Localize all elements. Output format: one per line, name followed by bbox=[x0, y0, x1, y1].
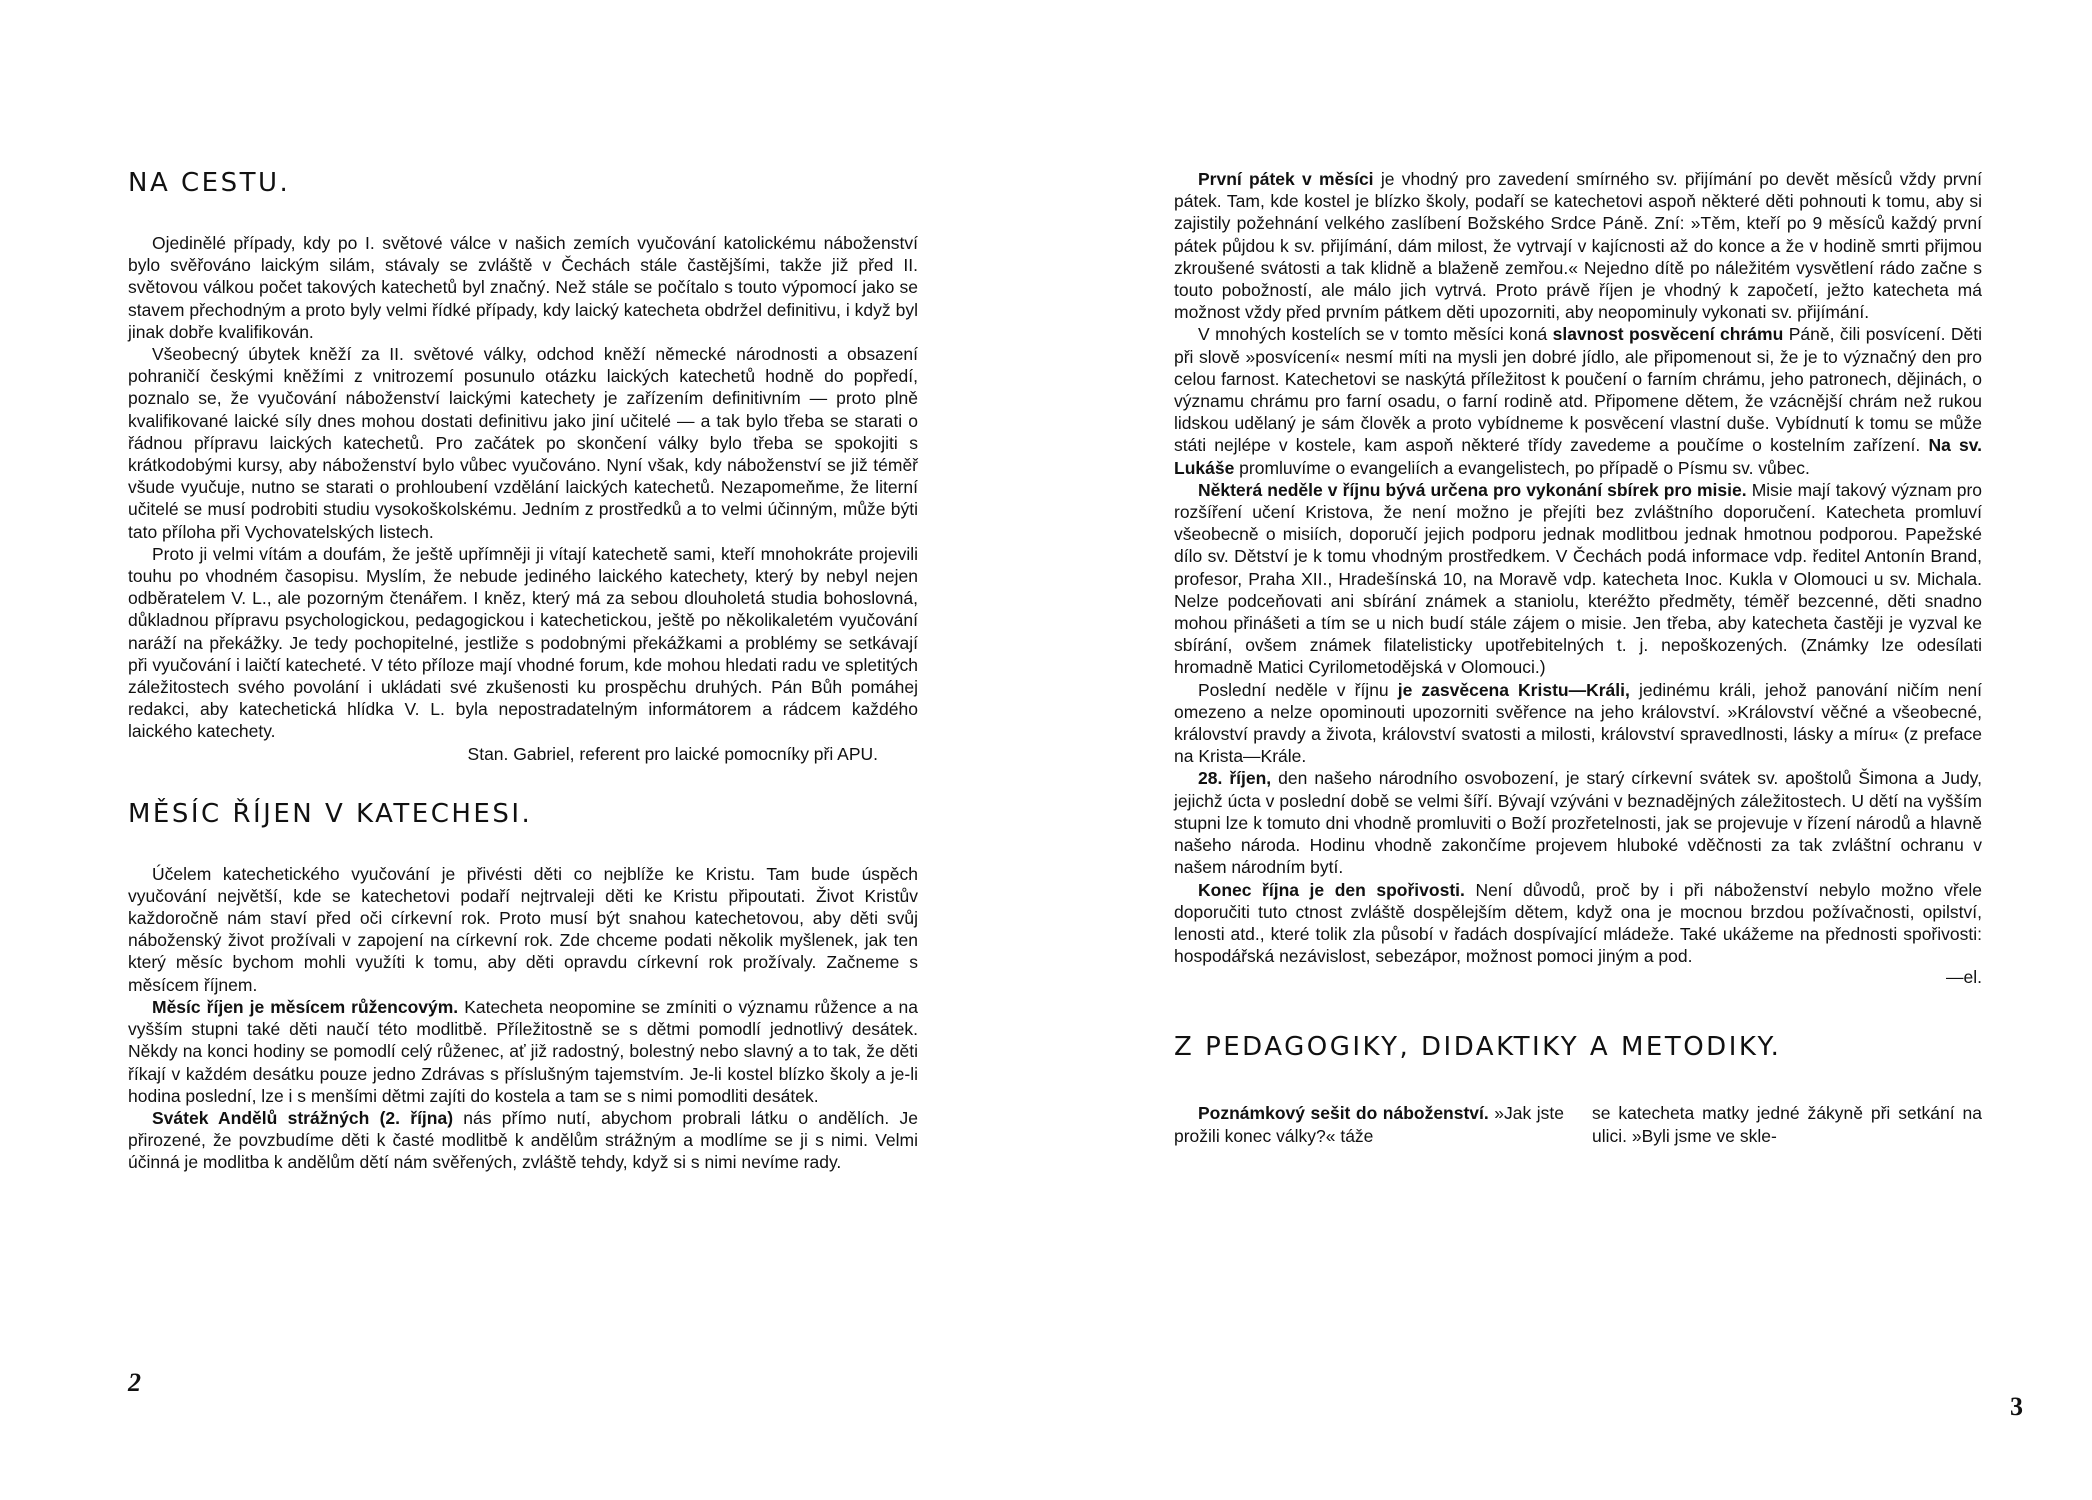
paragraph bbox=[1174, 168, 1982, 323]
right-column bbox=[1174, 168, 1982, 1147]
paragraph bbox=[1174, 679, 1982, 768]
bold-run: Poznámkový sešit do náboženství. bbox=[1198, 1103, 1489, 1124]
paragraph: Ojedinělé případy, kdy po I. světové válce v našich zemích vyučování katolickému náboženství bylo svěřováno laickým silám, stávaly se zvláště v Čechách stále častějšími, takže již před II. světovou válkou počet takových katechetů byl značný. Než stále se počítalo s touto výpomocí jako se stavem přechodným a proto byly velmi řídké případy, kdy laický katecheta obdržel definitivu, i když byl jinak dobře kvalifikován. bbox=[128, 233, 918, 342]
paragraph: Proto ji velmi vítám a doufám, že ještě upřímněji ji vítají katechetě sami, kteří mnohokráte projevili touhu po vhodném časopisu. Myslím, že nebude jediného laického katechety, který by nebyl nejen odběratelem V. L., ale pozorným čtenářem. I kněz, který má za sebou dlouholetá studia bohoslovná, důkladnou přípravu psychologickou, pedagogickou i katechetickou, ještě po několikaletém vyučování naráží na překážky. Je tedy pochopitelné, jestliže s podobnými překážkami a problémy se setkávají při vyučování i laičtí katecheté. V této příloze mají vhodné forum, kde mohou hledati radu ve spletitých záležitostech svého povolání i ukládati své zkušenosti ku prospěchu druhých. Pán Bůh pomáhej redakci, aby katechetická hlídka V. L. byla nepostradatelným informátorem a rádcem každého laického katechety. bbox=[128, 543, 918, 742]
bold-run: je zasvěcena Kristu—Králi, bbox=[1397, 679, 1630, 700]
section-title-z-pedagogiky: Z PEDAGOGIKY, DIDAKTIKY A METODIKY. bbox=[1174, 1032, 1782, 1063]
paragraph bbox=[128, 1107, 918, 1174]
section-title-na-cestu: NA CESTU. bbox=[128, 168, 291, 198]
page-number: 3 bbox=[2010, 1392, 2023, 1421]
text-run: jedinému králi, jehož panování ničím není omezeno a nelze opominouti upozorniti svěřence na jeho království. »Království věčné a všeobecné, království pravdy a života, království svatosti a milosti, království spravedlnosti, lásky a míru« (z preface na Krista—Krále. bbox=[1174, 679, 1982, 767]
column-a bbox=[1174, 1102, 1564, 1146]
section-title-mesic-rijen: MĚSÍC ŘÍJEN V KATECHESI. bbox=[128, 798, 533, 829]
text-run: Katecheta neopomine se zmíniti o významu růžence a na vyšším stupni také děti naučí této modlitbě. Příležitostně se s dětmi pomodlí jednotlivý desátek. Někdy na konci hodiny se pomodlí celý růženec, ať již radostný, bolestný nebo slavný a to tak, že děti říkají v každém desátku pouze jedno Zdrávas s příslušným tajemstvím. Je-li kostel blízko školy a je-li hodina poslední, lze i s menšími dětmi zajíti do kostela a tam se s nimi pomodliti desátek. bbox=[128, 996, 918, 1106]
text-run: Poslední neděle v říjnu bbox=[1198, 679, 1398, 700]
text-run: Není důvodů, proč by i při náboženství nebylo možno vřele doporučiti tuto ctnost zvláště dospělejším dětem, když ona je mocnou brzdou požívačnosti, opilství, lenosti atd., které tolik zla působí v řadách dospívající mládeže. Také ukážeme na přednosti spořivosti: hospodářská nezávislost, sebezápor, možnost pomoci jiným a pod. bbox=[1174, 879, 1982, 967]
two-column-start bbox=[1174, 1102, 1982, 1146]
signature: Stan. Gabriel, referent pro laické pomocníky při APU. bbox=[467, 743, 878, 764]
text-run: je vhodný pro zavedení smírného sv. přijímání po devět měsíců vždy první pátek. Tam, kde kostel je blízko školy, podaří se katechetovi aspoň některé děti pohnouti k tomu, aby si zajistily požehnání velkého zaslíbení Božského Srdce Páně. Zní: »Těm, kteří po 9 měsíců každý první pátek půjdou k sv. přijímání, dám milost, že vytrvají v kajícnosti až do konce a že v hodině smrti přijmou zkroušené svátosti a tak klidně a blaženě zemřou.« Nejedno dítě po náležitém vysvětlení rádo začne s touto pobožností, ale málo jich vytrvá. Proto právě říjen je vhodný k započetí, ježto katecheta má možnost vždy před prvním pátkem děti upozorniti, aby neopominuly vykonati sv. přijímání. bbox=[1174, 169, 1982, 323]
text-run: Páně, čili posvícení. Děti při slově »posvícení« nesmí míti na mysli jen dobré jídlo, ale připomenout si, že je to význačný den pro celou farnost. Katechetovi se naskýtá příležitost k poučení o farním chrámu, jeho patronech, dějinách, o významu chrámu pro farní osadu, o farní rodině atd. Připomene dětem, že vzácnější chrám než rukou lidskou udělaný je sám člověk a proto vybídneme k posvěcení vlastní duše. Vybídnutí k tomu se může státi nejlépe v kostele, kam aspoň některé třídy zavedeme a poučíme o kostelním zařízení. bbox=[1174, 324, 1982, 456]
paragraph bbox=[1174, 767, 1982, 878]
bold-run: Svátek Andělů strážných (2. října) bbox=[152, 1107, 454, 1128]
bold-run: 28. říjen, bbox=[1198, 768, 1272, 789]
page-number: 2 bbox=[128, 1368, 141, 1397]
author-initials: —el. bbox=[1946, 967, 1982, 988]
paragraph bbox=[128, 996, 918, 1107]
paragraph bbox=[1174, 879, 1982, 968]
bold-run: slavnost posvěcení chrámu bbox=[1552, 324, 1784, 345]
column-b bbox=[1592, 1102, 1982, 1146]
bold-run: Konec října je den spořivosti. bbox=[1198, 879, 1465, 900]
text-run: V mnohých kostelích se v tomto měsíci koná bbox=[1198, 324, 1553, 345]
text-run: promluvíme o evangeliích a evangelistech, po případě o Písmu sv. vůbec. bbox=[1234, 457, 1810, 478]
paragraph bbox=[1174, 1102, 1564, 1146]
bold-run: Některá neděle v říjnu bývá určena pro vykonání sbírek pro misie. bbox=[1198, 479, 1747, 500]
paragraph: Účelem katechetického vyučování je přivésti děti co nejblíže ke Kristu. Tam bude úspěch vyučování největší, kde se katechetovi podaří nejtrvaleji děti ke Kristu připoutati. Život Kristův každoročně nám staví před oči církevní rok. Proto musí být snahou katechetovou, aby děti svůj náboženský život prožívali v zapojení na církevní rok. Zde chceme podati několik myšlenek, jak ten který měsíc bychom mohli využíti k tomu, aby děti opravdu církevní rok prožívaly. Začneme s měsícem říjnem. bbox=[128, 863, 918, 995]
paragraph bbox=[1174, 323, 1982, 478]
bold-run: Měsíc říjen je měsícem růžencovým. bbox=[152, 996, 459, 1017]
text-run: den našeho národního osvobození, je starý církevní svátek sv. apoštolů Šimona a Judy, jejichž úcta v poslední době se velmi šíří. Bývají vzýváni v beznadějných záležitostech. U dětí na vyšším stupni lze k tomuto dni vhodně promluviti o Boží prozřetelnosti, jak se projevuje v řízení národů a hlavně našeho národa. Hodinu vhodně zakončíme projevem hluboké vděčnosti za tak zvláštní ochranu v našem národním bytí. bbox=[1174, 768, 1982, 878]
paragraph: se katecheta matky jedné žákyně při setkání na ulici. »Byli jsme ve skle- bbox=[1592, 1103, 1982, 1146]
paragraph bbox=[1174, 479, 1982, 679]
text-run: »Jak jste prožili konec války?« táže bbox=[1174, 1103, 1564, 1146]
paragraph: Všeobecný úbytek kněží za II. světové války, odchod kněží německé národnosti a obsazení pohraničí českými kněžími z vnitrozemí posunulo otázku laických katechetů hodně do popředí, poznalo se, že vyučování náboženství laickými katechety je zařízením definitivním — proto plně kvalifikované laické síly dnes mohou dostati definitivu jako jiní učitelé — a tak bylo třeba se starati o řádnou přípravu laických katechetů. Pro začátek po skončení války bylo třeba se spokojiti s krátkodobými kursy, aby náboženství bylo vůbec vyučováno. Nyní však, kdy náboženství se již téměř všude vyučuje, nutno se starati o prohloubení vzdělání laických katechetů. Nezapomeňme, že literní učitelé se musí podrobiti studiu vysokoškolskému. Jedním z prostředků a to velmi účinným, může býti tato příloha při Vychovatelských listech. bbox=[128, 344, 918, 542]
right-page bbox=[1046, 0, 2092, 1500]
text-run: Misie mají takový význam pro rozšíření učení Kristova, že není možno je přejíti bez zvláštního doporučení. Katecheta promluví všeobecně o misiích, doporučí jejich podporu jednak modlitbou jednak hmotnou podporou. Papežské dílo sv. Dětství je k tomu vhodným prostředkem. V Čechách podá informace vdp. ředitel Antonín Brand, profesor, Praha XII., Hradešínská 10, na Moravě vdp. katecheta Inoc. Kukla v Olomouci u sv. Michala. Nelze podceňovati ani sbírání známek a staniolu, kteréžto předměty, téměř bezcenné, děti snadno mohou přinášeti a tím se u nich budí stále zájem o misie. Jen třeba, aby katecheta častěji je vyzval ke sbírání, ovšem známek filatelisticky upotřebitelných t. j. nepoškozených. (Známky lze odesílati hromadně Matici Cyrilometodějská v Olomouci.) bbox=[1174, 479, 1983, 678]
bold-run: První pátek v měsíci bbox=[1198, 169, 1374, 189]
left-column bbox=[128, 168, 918, 1174]
text-run: nás přímo nutí, abychom probrali látku o andělích. Je přirozené, že povzbudíme děti k časté modlitbě k andělům strážným a modlíme se ji s nimi. Velmi účinná je modlitba k andělům dětí nám svěřených, zvláště tehdy, když si s nimi nevíme rady. bbox=[128, 1107, 918, 1173]
bold-run: Na sv. Lukáše bbox=[1174, 435, 1983, 478]
